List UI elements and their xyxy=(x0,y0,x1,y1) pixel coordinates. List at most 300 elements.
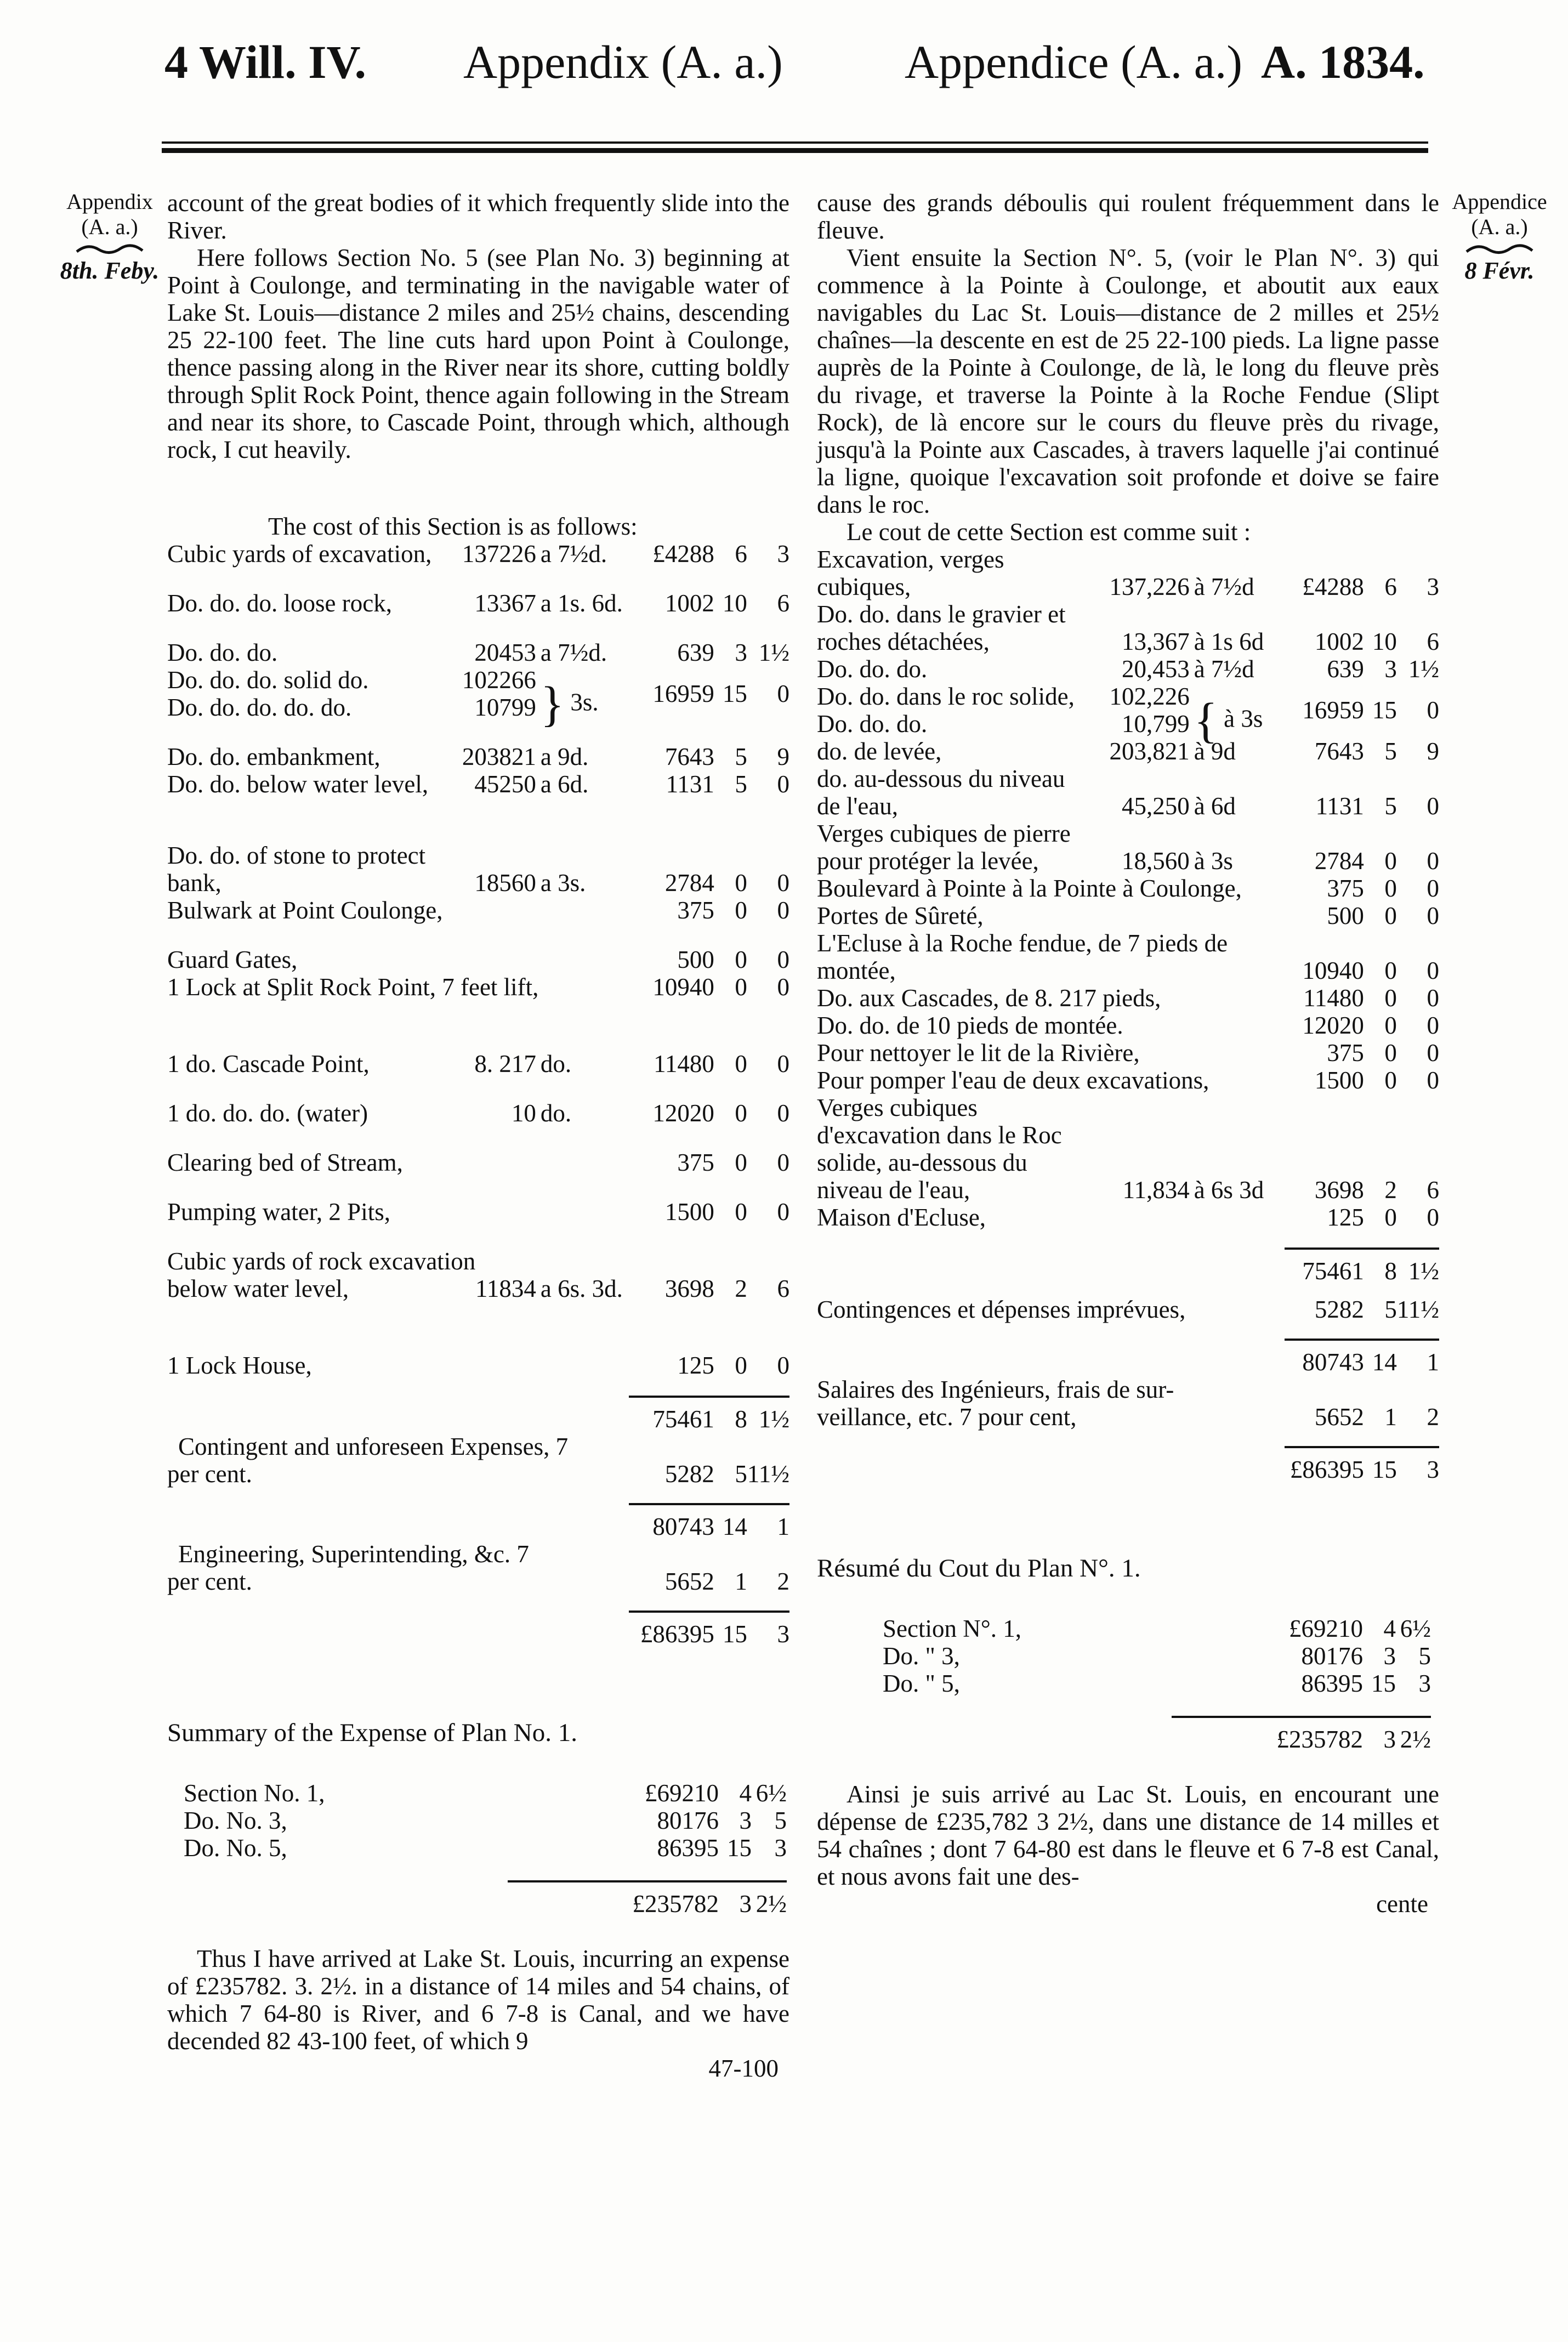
table-row xyxy=(817,1403,1439,1431)
table-cell: 10799 xyxy=(474,694,536,721)
table-cell xyxy=(817,1323,1439,1340)
table-spacer-row xyxy=(167,1176,789,1198)
table-row xyxy=(817,765,1439,820)
table-cell: 2784 xyxy=(1314,847,1364,875)
table-cell: Portes de Sûreté, xyxy=(817,902,984,929)
table-row xyxy=(167,1149,789,1176)
table-row xyxy=(817,683,1439,710)
table-cell: £69210 xyxy=(1289,1615,1363,1642)
table-row xyxy=(167,540,789,568)
table-cell: 0 xyxy=(777,680,789,707)
table-cell: 6 xyxy=(777,1275,789,1302)
table-cell: 102,226 xyxy=(1109,683,1190,710)
table-cell: 0 xyxy=(1427,875,1439,902)
table-spacer-row xyxy=(817,1285,1439,1296)
table-cell: 2 xyxy=(735,1275,747,1302)
table-cell: 0 xyxy=(735,1198,747,1226)
table-cell: 1½ xyxy=(747,1397,789,1433)
margin-label: Appendix xyxy=(66,189,153,214)
table-cell: Do. do. dans le roc solide, xyxy=(817,683,1075,710)
subtotal-row xyxy=(167,1397,789,1433)
table-cell: 2 xyxy=(777,1568,789,1595)
table-row xyxy=(817,738,1439,765)
table-cell xyxy=(883,1697,1431,1717)
table-cell: 11,834 xyxy=(1122,1176,1190,1204)
table-cell: £4288 xyxy=(652,540,714,568)
table-cell xyxy=(883,1717,1172,1753)
table-cell: Do. No. 5, xyxy=(184,1834,287,1862)
table-cell: 0 xyxy=(777,946,789,973)
table-cell: 0 xyxy=(1384,1012,1397,1039)
table-cell: £235782 xyxy=(1172,1717,1363,1753)
summary-table xyxy=(184,1779,787,1918)
table-cell: Do. do. of stone to protect xyxy=(167,842,426,869)
table-row xyxy=(817,1012,1439,1039)
subtotal-row xyxy=(817,1340,1439,1376)
table-cell: 0 xyxy=(777,1352,789,1379)
table-row xyxy=(883,1642,1431,1670)
table-cell: 8 xyxy=(714,1397,747,1433)
table-cell: 5 xyxy=(1418,1642,1431,1670)
table-row xyxy=(167,1198,789,1226)
table-cell: 80176 xyxy=(657,1807,719,1834)
table-cell: 3 xyxy=(747,1612,789,1648)
table-row xyxy=(817,1039,1439,1067)
table-cell: a 1s. 6d. xyxy=(540,589,623,617)
table-cell xyxy=(817,1340,1285,1376)
cost-intro: The cost of this Section is as follows: xyxy=(268,513,638,540)
table-row xyxy=(167,1247,789,1275)
table-row xyxy=(817,984,1439,1012)
table-cell: 10 xyxy=(511,1099,536,1127)
margin-date: 8th. Feby. xyxy=(60,257,160,284)
table-cell: 6 xyxy=(1384,573,1397,600)
table-cell: 0 xyxy=(735,897,747,924)
table-cell: Do. No. 3, xyxy=(184,1807,287,1834)
table-cell xyxy=(167,798,789,842)
table-cell: 20,453 xyxy=(1121,655,1190,683)
table-cell xyxy=(817,1231,1439,1249)
table-row xyxy=(817,820,1439,875)
table-cell: bank, xyxy=(167,869,221,897)
table-cell: { à 3s xyxy=(1194,694,1263,748)
table-row xyxy=(817,929,1439,984)
table-cell: Pour pomper l'eau de deux excavations, xyxy=(817,1067,1209,1094)
header-appendix-fr: Appendice (A. a.) xyxy=(905,36,1243,88)
table-spacer-row xyxy=(167,1302,789,1352)
table-row xyxy=(817,1204,1439,1231)
table-cell: 1 Lock House, xyxy=(167,1352,312,1379)
table-cell: 9 xyxy=(1427,738,1439,765)
margin-note-right xyxy=(1445,189,1554,283)
table-cell: 11834 xyxy=(475,1275,536,1302)
paragraph: account of the great bodies of it which frequently slide into the River. xyxy=(167,189,789,244)
margin-sub: (A. a.) xyxy=(1471,214,1528,239)
table-cell: 8 xyxy=(1364,1249,1397,1285)
table-cell: 0 xyxy=(1427,1067,1439,1094)
table-cell: 639 xyxy=(677,639,714,666)
table-cell: Do. do. do. loose rock, xyxy=(167,589,392,617)
margin-label: Appendice xyxy=(1452,189,1547,214)
table-cell: 5 xyxy=(735,1460,747,1488)
table-cell: 5 xyxy=(735,743,747,770)
paragraph: Vient ensuite la Section N°. 5, (voir le Plan N°. 3) qui commence à la Pointe à Coulonge, et aboutit aux eaux navigables du Lac St. Louis—distance de 2 milles et 25½ chaînes—la descente en est de 25 22-100 pieds. La ligne passe auprès de la Pointe à Coulonge, de là, le long du fleuve près du rivage, et traverse la Pointe à la Roche Fendue (Slipt Rock), de là encore sur le cours du fleuve près du rivage, jusqu'à la Pointe aux Cascades, à travers laquelle j'ai continué la ligne, quoique l'excavation soit profonde et doive se faire dans le roc. xyxy=(817,244,1439,518)
table-cell: veillance, etc. 7 pour cent, xyxy=(817,1403,1077,1431)
table-cell xyxy=(167,1176,789,1198)
table-cell: 5 xyxy=(1384,792,1397,820)
table-cell: à 9d xyxy=(1194,738,1236,765)
table-cell xyxy=(184,1881,508,1918)
table-cell: 5 xyxy=(1384,738,1397,765)
table-cell: 10 xyxy=(722,589,747,617)
table-spacer-row xyxy=(167,568,789,589)
table-cell: 3 xyxy=(1427,573,1439,600)
table-row xyxy=(167,1540,789,1568)
table-cell: £4288 xyxy=(1302,573,1364,600)
closing-tail: 47-100 xyxy=(708,2055,779,2082)
table-cell: 0 xyxy=(1384,1204,1397,1231)
table-cell: 11480 xyxy=(654,1050,714,1078)
table-row xyxy=(817,655,1439,683)
table-cell: Maison d'Ecluse, xyxy=(817,1204,986,1231)
summary-title: Summary of the Expense of Plan No. 1. xyxy=(167,1719,577,1747)
table-cell: a 3s. xyxy=(540,869,586,897)
table-cell: 0 xyxy=(1384,847,1397,875)
table-cell: 4 xyxy=(1383,1615,1396,1642)
table-cell: 5 xyxy=(735,770,747,798)
table-cell: 0 xyxy=(1427,1012,1439,1039)
table-cell xyxy=(167,1595,789,1612)
table-cell: 0 xyxy=(1384,1039,1397,1067)
table-cell xyxy=(167,617,789,639)
table-spacer-row xyxy=(167,617,789,639)
table-cell: 1 xyxy=(735,1568,747,1595)
table-spacer-row xyxy=(167,1127,789,1149)
table-spacer-row xyxy=(167,721,789,743)
table-cell: 0 xyxy=(735,1050,747,1078)
summary-title: Résumé du Cout du Plan N°. 1. xyxy=(817,1554,1141,1583)
table-row xyxy=(167,1050,789,1078)
table-cell: 3 xyxy=(777,540,789,568)
margin-sub: (A. a.) xyxy=(81,214,138,239)
table-cell: } 3s. xyxy=(540,677,599,731)
table-cell: 75461 xyxy=(629,1397,714,1433)
table-row xyxy=(817,600,1439,655)
table-cell: Contingent and unforeseen Expenses, 7 xyxy=(178,1433,569,1460)
table-cell: 14 xyxy=(714,1504,747,1540)
table-cell: Do. do. do. xyxy=(817,710,928,738)
table-cell: 9 xyxy=(777,743,789,770)
table-row xyxy=(167,770,789,798)
total-row xyxy=(184,1881,787,1918)
table-cell: 125 xyxy=(1327,1204,1364,1231)
table-cell xyxy=(817,1285,1439,1296)
table-cell: 0 xyxy=(735,1352,747,1379)
table-cell: 6½ xyxy=(755,1779,787,1807)
table-cell: 137226 xyxy=(462,540,536,568)
table-cell: per cent. xyxy=(167,1568,252,1595)
table-cell: Excavation, verges cubiques, xyxy=(817,546,1004,600)
table-cell: 203821 xyxy=(462,743,536,770)
table-cell: L'Ecluse à la Roche fendue, de 7 pieds de montée, xyxy=(817,929,1228,984)
table-row xyxy=(817,1376,1439,1403)
table-spacer-row xyxy=(167,924,789,946)
table-cell: 18560 xyxy=(474,869,536,897)
table-cell: 4 xyxy=(739,1779,752,1807)
table-cell: 0 xyxy=(1384,984,1397,1012)
table-row xyxy=(184,1834,787,1862)
table-cell: 5652 xyxy=(1314,1403,1364,1431)
table-cell: 1 Lock at Split Rock Point, 7 feet lift, xyxy=(167,973,539,1001)
table-cell: a 7½d. xyxy=(540,540,607,568)
table-cell: a 6s. 3d. xyxy=(540,1275,623,1302)
table-row xyxy=(167,743,789,770)
header-rule-thick xyxy=(162,148,1428,153)
table-cell: 5282 xyxy=(1314,1296,1364,1323)
table-cell: 125 xyxy=(677,1352,714,1379)
cost-intro: Le cout de cette Section est comme suit : xyxy=(847,518,1251,546)
table-cell: 80743 xyxy=(629,1504,714,1540)
header-appendix-en: Appendix (A. a.) xyxy=(463,36,783,88)
table-cell: 15 xyxy=(1364,1447,1397,1483)
table-cell xyxy=(167,568,789,589)
table-cell: 6 xyxy=(735,540,747,568)
table-cell xyxy=(167,721,789,743)
table-cell: 8. 217 xyxy=(474,1050,536,1078)
table-cell: à 7½d xyxy=(1194,655,1254,683)
table-cell: Do. do. do. xyxy=(167,639,278,666)
table-cell xyxy=(817,1431,1439,1447)
table-cell: a 9d. xyxy=(540,743,589,770)
table-cell: 11½ xyxy=(1396,1296,1439,1323)
table-cell: 15 xyxy=(714,1612,747,1648)
table-cell xyxy=(167,1226,789,1247)
table-cell: 6½ xyxy=(1400,1615,1431,1642)
table-row xyxy=(167,842,789,869)
table-row xyxy=(167,1460,789,1488)
table-cell xyxy=(167,1397,629,1433)
table-cell xyxy=(167,1001,789,1050)
table-cell: 3 xyxy=(735,639,747,666)
table-cell: Pour nettoyer le lit de la Rivière, xyxy=(817,1039,1140,1067)
table-row xyxy=(167,639,789,666)
table-cell: 45,250 xyxy=(1121,792,1190,820)
paragraph: cause des grands déboulis qui roulent fréquemment dans le fleuve. xyxy=(817,189,1439,244)
table-cell: 375 xyxy=(1327,1039,1364,1067)
table-cell: 0 xyxy=(1427,1039,1439,1067)
table-spacer-row xyxy=(817,1323,1439,1340)
table-cell: 0 xyxy=(777,869,789,897)
table-cell: 0 xyxy=(1384,902,1397,929)
table-cell: 0 xyxy=(735,1149,747,1176)
table-cell: 1 do. Cascade Point, xyxy=(167,1050,370,1078)
table-cell xyxy=(167,1488,789,1504)
header-rule-thin xyxy=(162,141,1428,144)
table-spacer-row xyxy=(167,1078,789,1099)
table-cell: 0 xyxy=(777,1198,789,1226)
table-cell: 0 xyxy=(777,897,789,924)
table-cell: 13,367 xyxy=(1121,628,1190,655)
table-cell: 13367 xyxy=(474,589,536,617)
table-row xyxy=(184,1779,787,1807)
table-cell: 11½ xyxy=(747,1460,789,1488)
table-cell xyxy=(817,1447,1285,1483)
table-spacer-row xyxy=(817,1231,1439,1249)
table-cell xyxy=(167,1612,629,1648)
cost-table xyxy=(817,546,1439,1483)
table-cell xyxy=(167,924,789,946)
table-cell: £86395 xyxy=(629,1612,714,1648)
table-cell: 3 xyxy=(1384,655,1397,683)
table-cell: Boulevard à Pointe à la Pointe à Coulonge, xyxy=(817,875,1242,902)
table-cell: Do. do. do. xyxy=(817,655,928,683)
table-cell: 45250 xyxy=(474,770,536,798)
table-row xyxy=(167,973,789,1001)
table-cell: 0 xyxy=(735,973,747,1001)
table-cell: 10,799 xyxy=(1121,710,1190,738)
table-cell: 7643 xyxy=(1314,738,1364,765)
table-cell: Contingences et dépenses imprévues, xyxy=(817,1296,1186,1323)
table-cell: 639 xyxy=(1327,655,1364,683)
table-cell: Do. do. embankment, xyxy=(167,743,380,770)
table-cell: 0 xyxy=(1427,696,1439,724)
margin-note-left xyxy=(55,189,164,283)
table-cell: 1002 xyxy=(1314,628,1364,655)
table-cell: 3 xyxy=(739,1807,752,1834)
table-row xyxy=(167,1568,789,1595)
table-cell: 14 xyxy=(1364,1340,1397,1376)
table-cell: 0 xyxy=(777,770,789,798)
table-cell: 203,821 xyxy=(1109,738,1190,765)
table-cell: 16959 xyxy=(1302,696,1364,724)
table-cell: 3 xyxy=(1397,1447,1439,1483)
table-row xyxy=(817,875,1439,902)
table-row xyxy=(167,1352,789,1379)
table-cell: 6 xyxy=(777,589,789,617)
table-cell: 0 xyxy=(735,869,747,897)
table-cell xyxy=(817,1249,1285,1285)
table-spacer-row xyxy=(167,1379,789,1397)
table-row xyxy=(167,897,789,924)
table-cell: 500 xyxy=(1327,902,1364,929)
table-cell: Cubic yards of excavation, xyxy=(167,540,432,568)
table-cell: 0 xyxy=(1384,875,1397,902)
table-cell: Do. " 5, xyxy=(883,1670,960,1697)
table-cell: 3 xyxy=(1363,1717,1396,1753)
table-cell: 5652 xyxy=(664,1568,714,1595)
table-spacer-row xyxy=(817,1431,1439,1447)
table-cell: £86395 xyxy=(1285,1447,1364,1483)
table-spacer-row xyxy=(883,1697,1431,1717)
table-cell: 3698 xyxy=(664,1275,714,1302)
table-cell: 3 xyxy=(1418,1670,1431,1697)
table-cell: 86395 xyxy=(1301,1670,1363,1697)
table-cell: do. au-dessous du niveau de l'eau, xyxy=(817,765,1065,820)
table-cell: 5 xyxy=(774,1807,787,1834)
table-row xyxy=(167,946,789,973)
table-row xyxy=(167,589,789,617)
table-cell: 0 xyxy=(735,1099,747,1127)
table-cell: 3 xyxy=(719,1881,752,1918)
table-cell: 7643 xyxy=(664,743,714,770)
table-cell: £235782 xyxy=(508,1881,719,1918)
header-regnal-year: 4 Will. IV. xyxy=(164,36,367,88)
table-spacer-row xyxy=(167,1488,789,1504)
table-cell: Verges cubiques de pierre pour protéger la levée, xyxy=(817,820,1071,875)
table-row xyxy=(817,546,1439,600)
closing-paragraph: Ainsi je suis arrivé au Lac St. Louis, en encourant une dépense de £235,782 3 2½, dans une distance de 14 milles et 54 chaînes ; dont 7 64-80 est dans le fleuve et 6 7-8 est Canal, et nous avons fait une des- xyxy=(817,1780,1439,1890)
table-cell: Verges cubiques d'excavation dans le Roc solide, au-dessous du niveau de l'eau, xyxy=(817,1094,1062,1204)
table-cell: 3 xyxy=(1383,1642,1396,1670)
table-row xyxy=(817,1094,1439,1204)
table-row xyxy=(167,869,789,897)
table-cell: 75461 xyxy=(1285,1249,1364,1285)
french-column xyxy=(817,189,1439,1918)
table-cell: 12020 xyxy=(1302,1012,1364,1039)
table-cell: 5282 xyxy=(664,1460,714,1488)
table-cell: Cubic yards of rock excavation xyxy=(167,1247,476,1275)
table-cell: à 3s xyxy=(1194,847,1233,875)
table-cell: 1500 xyxy=(1314,1067,1364,1094)
table-cell: 0 xyxy=(777,1149,789,1176)
table-row xyxy=(817,1067,1439,1094)
table-cell: 10940 xyxy=(652,973,714,1001)
table-cell xyxy=(167,1078,789,1099)
table-cell: 1002 xyxy=(664,589,714,617)
table-cell: 137,226 xyxy=(1109,573,1190,600)
table-cell: Do. do. do. solid do. xyxy=(167,666,369,694)
table-cell: 3698 xyxy=(1314,1176,1364,1204)
table-cell: 16959 xyxy=(652,680,714,707)
margin-date: 8 Févr. xyxy=(1464,257,1535,284)
table-cell: Section No. 1, xyxy=(184,1779,325,1807)
table-row xyxy=(167,1275,789,1302)
table-cell: 6 xyxy=(1427,1176,1439,1204)
table-cell: 80743 xyxy=(1285,1340,1364,1376)
table-cell: 1 xyxy=(747,1504,789,1540)
table-cell: 500 xyxy=(677,946,714,973)
table-cell: 3 xyxy=(774,1834,787,1862)
table-cell xyxy=(167,1302,789,1352)
table-cell: Do. do. dans le gravier et roches détachées, xyxy=(817,600,1066,655)
table-cell: 1131 xyxy=(666,770,714,798)
table-cell: 2½ xyxy=(1396,1717,1431,1753)
table-cell: Do. do. below water level, xyxy=(167,770,429,798)
table-row xyxy=(167,1433,789,1460)
table-cell: à 6d xyxy=(1194,792,1236,820)
table-cell: a 7½d. xyxy=(540,639,607,666)
table-cell: 0 xyxy=(1384,957,1397,984)
cost-table xyxy=(167,540,789,1648)
total-row xyxy=(817,1447,1439,1483)
flourish-icon xyxy=(1464,242,1535,256)
header-year: A. 1834. xyxy=(1261,36,1425,88)
table-cell: do. de levée, xyxy=(817,738,942,765)
subtotal-row xyxy=(167,1504,789,1540)
table-spacer-row xyxy=(167,798,789,842)
table-cell: Guard Gates, xyxy=(167,946,298,973)
table-cell: 80176 xyxy=(1301,1642,1363,1670)
table-cell: 5 xyxy=(1384,1296,1397,1323)
table-cell: a 6d. xyxy=(540,770,589,798)
paragraph: Here follows Section No. 5 (see Plan No. 3) beginning at Point à Coulonge, and terminating in the navigable water of Lake St. Louis—distance 2 miles and 25½ chains, descending 25 22-100 feet. The line cuts hard upon Point à Coulonge, thence passing along in the River near its shore, cutting boldly through Split Rock Point, thence again following in the Stream and near its shore, to Cascade Point, through which, although rock, I cut heavily. xyxy=(167,244,789,463)
table-cell: Do. do. do. do. do. xyxy=(167,694,352,721)
table-spacer-row xyxy=(167,1226,789,1247)
closing-paragraph: Thus I have arrived at Lake St. Louis, incurring an expense of £235782. 3. 2½. in a distance of 14 miles and 54 chains, of which 7 64-80 is River, and 6 7-8 is Canal, and we have decended 82 43-100 feet, of which 9 xyxy=(167,1945,789,2055)
table-cell: 0 xyxy=(777,1050,789,1078)
table-cell: 2 xyxy=(1427,1403,1439,1431)
table-row xyxy=(167,666,789,694)
